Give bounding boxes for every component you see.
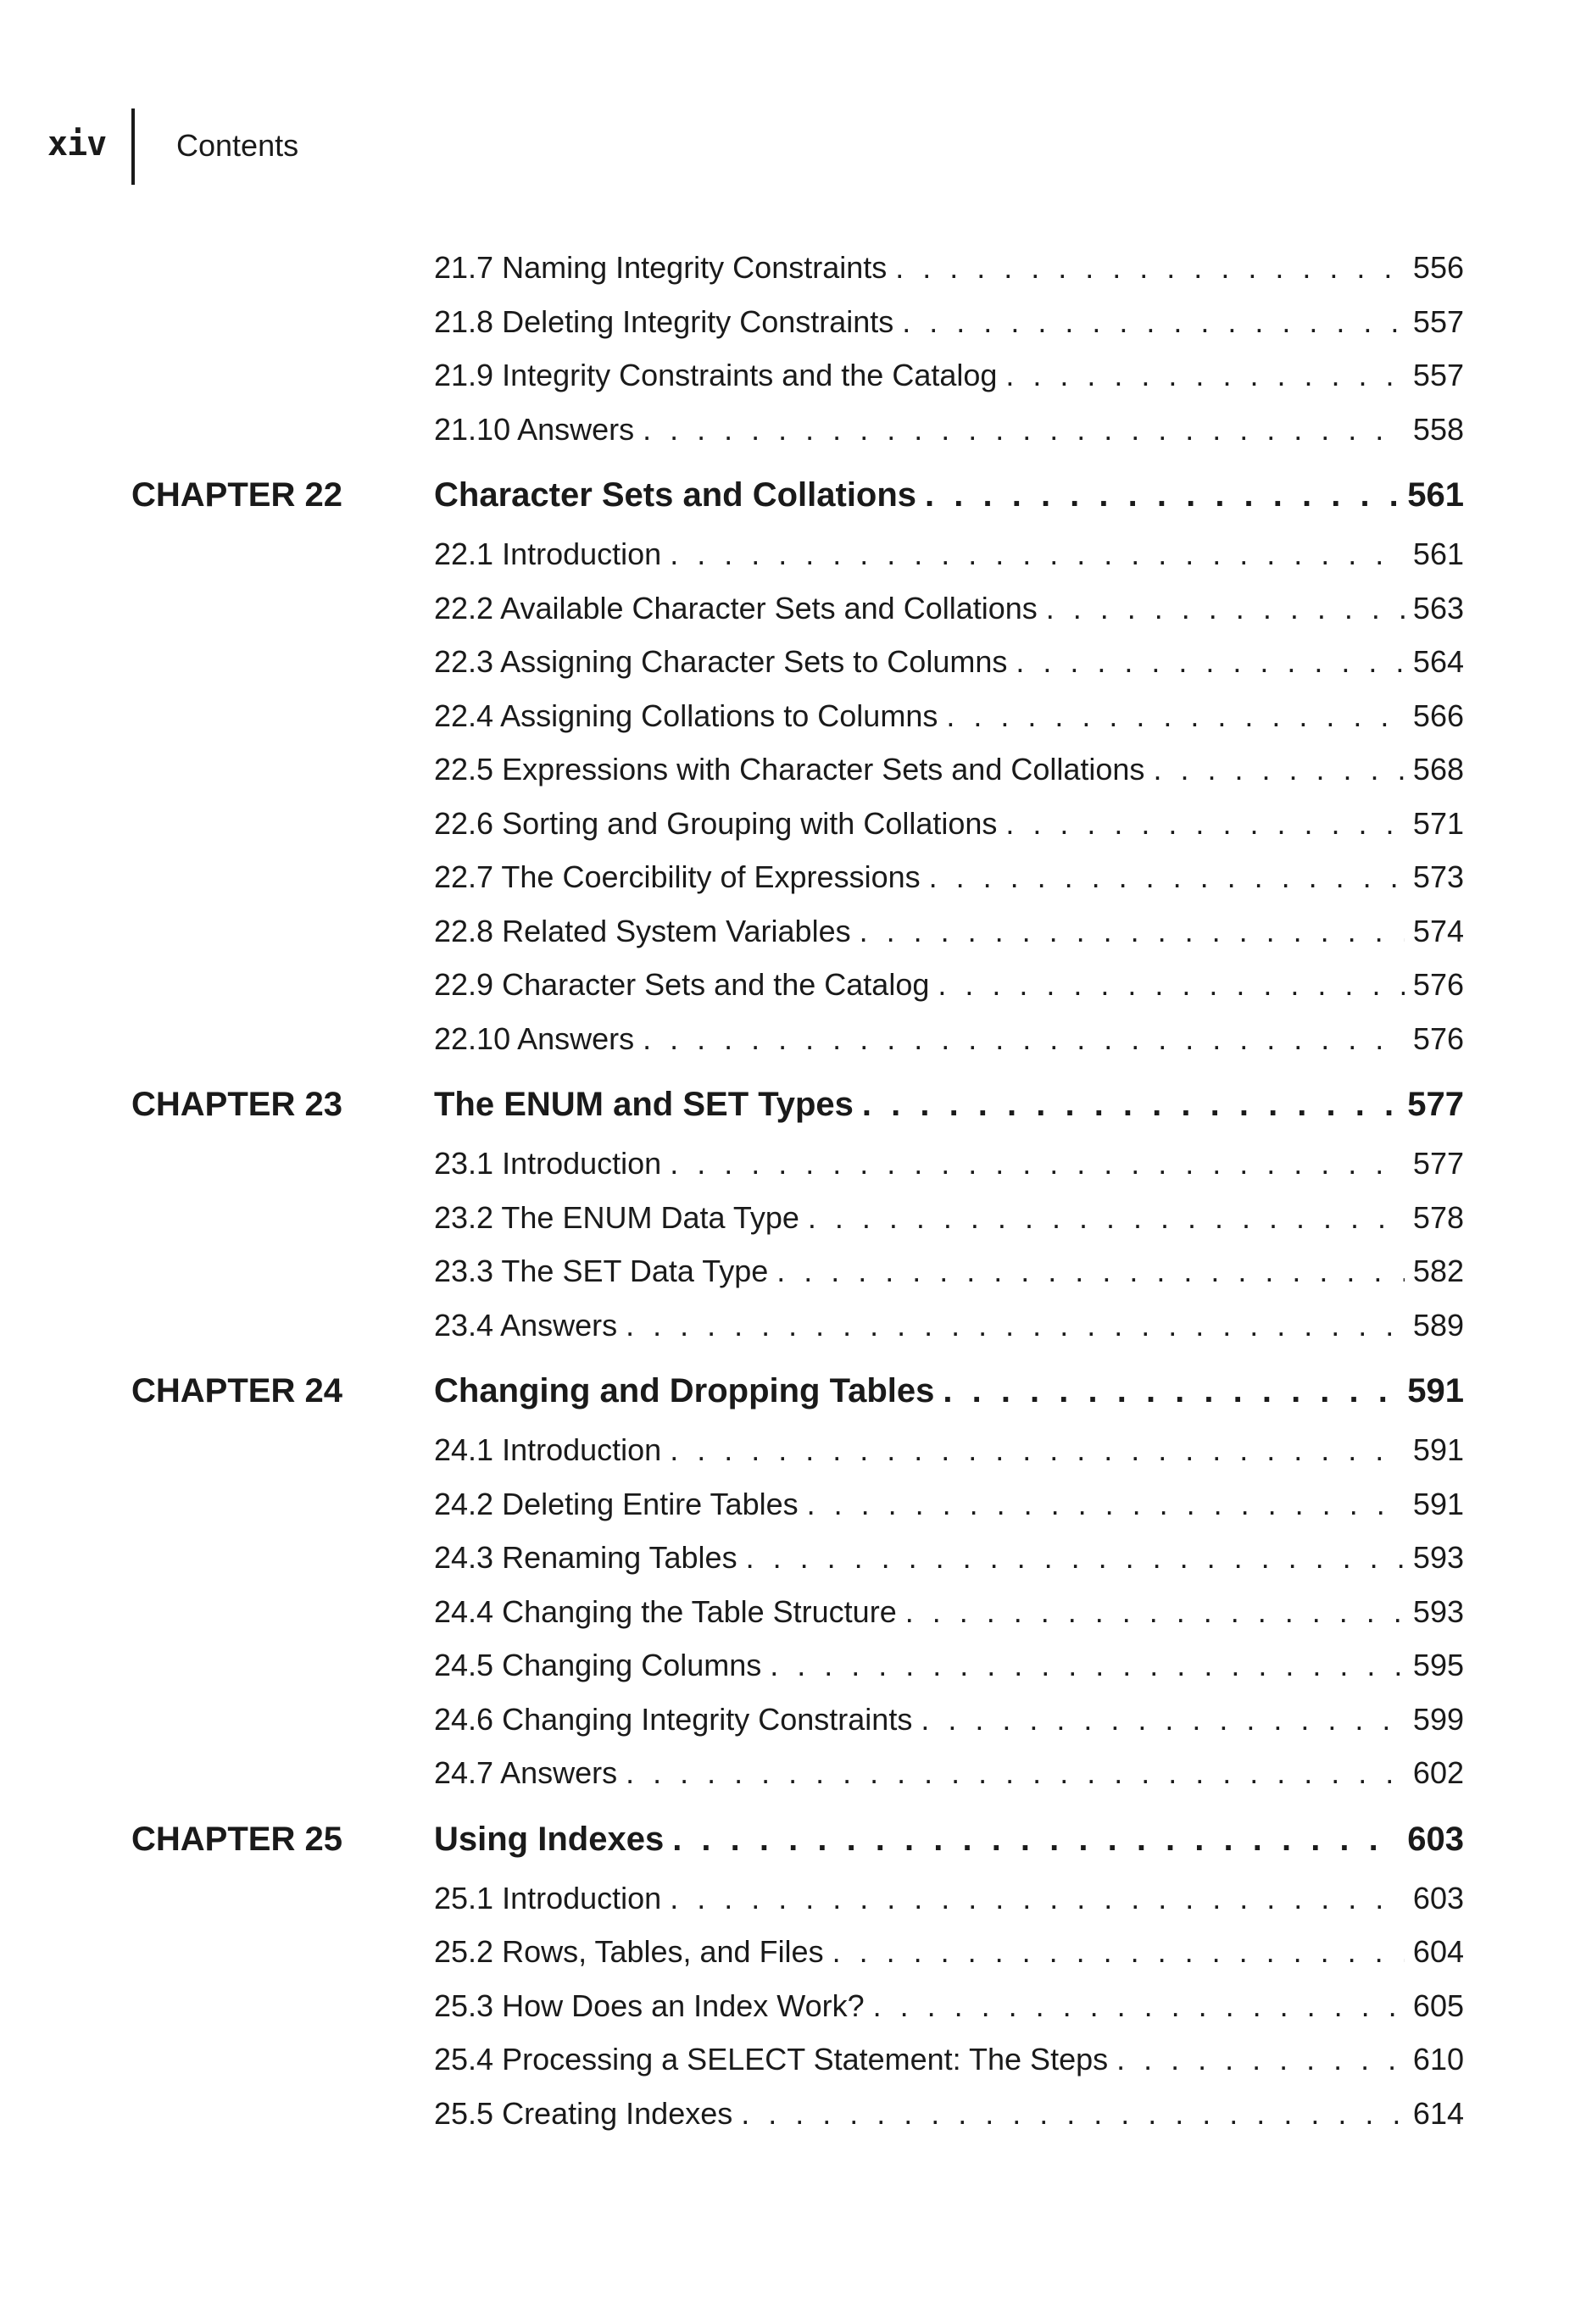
toc-entry-line bbox=[434, 1699, 1464, 1740]
toc-entry-line bbox=[434, 534, 1464, 575]
toc-entry-line bbox=[434, 355, 1464, 396]
chapter-heading[interactable] bbox=[0, 1352, 1575, 1423]
section-title: 24.3 Renaming Tables bbox=[434, 1540, 737, 1575]
toc-entry[interactable] bbox=[0, 689, 1575, 743]
section-page-number: 573 bbox=[1412, 859, 1464, 894]
section-page-number: 593 bbox=[1412, 1540, 1464, 1575]
dot-leader bbox=[1116, 2039, 1405, 2080]
dot-leader bbox=[741, 2093, 1405, 2134]
chapter-heading[interactable] bbox=[0, 1065, 1575, 1137]
toc-entry[interactable] bbox=[0, 295, 1575, 349]
toc-entry[interactable] bbox=[0, 797, 1575, 851]
toc-entry-line bbox=[434, 302, 1464, 342]
section-page-number: 602 bbox=[1412, 1755, 1464, 1790]
toc-entry[interactable] bbox=[0, 1585, 1575, 1639]
toc-entry-line bbox=[434, 965, 1464, 1005]
toc-entry[interactable] bbox=[0, 1531, 1575, 1585]
toc-entry-line bbox=[434, 1537, 1464, 1578]
section-page-number: 593 bbox=[1412, 1593, 1464, 1629]
chapter-group bbox=[0, 1800, 1575, 2141]
section-page-number: 610 bbox=[1412, 2042, 1464, 2077]
section-title: 22.2 Available Character Sets and Collations bbox=[434, 590, 1038, 625]
dot-leader bbox=[862, 1084, 1399, 1125]
toc-entry-line bbox=[434, 1932, 1464, 1972]
section-page-number: 614 bbox=[1412, 2095, 1464, 2131]
dot-leader bbox=[905, 1592, 1405, 1632]
toc-entry[interactable] bbox=[0, 850, 1575, 904]
section-title: 21.10 Answers bbox=[434, 411, 635, 447]
section-title: 21.7 Naming Integrity Constraints bbox=[434, 250, 888, 285]
dot-leader bbox=[670, 1143, 1405, 1184]
chapter-heading[interactable] bbox=[0, 456, 1575, 527]
dot-leader bbox=[1005, 803, 1405, 844]
toc-entry[interactable] bbox=[0, 1746, 1575, 1800]
chapter-title-line bbox=[434, 1819, 1464, 1860]
chapter-group bbox=[0, 456, 1575, 1065]
toc-entry[interactable] bbox=[0, 2032, 1575, 2087]
section-page-number: 563 bbox=[1412, 590, 1464, 625]
dot-leader bbox=[770, 1645, 1405, 1686]
section-page-number: 566 bbox=[1412, 698, 1464, 733]
dot-leader bbox=[860, 911, 1405, 952]
section-title: 24.4 Changing the Table Structure bbox=[434, 1593, 897, 1629]
section-page-number: 571 bbox=[1412, 805, 1464, 841]
toc-entry[interactable] bbox=[0, 1693, 1575, 1747]
chapter-page-number: 603 bbox=[1407, 1820, 1464, 1858]
toc-entry-line bbox=[434, 642, 1464, 682]
toc-entry[interactable] bbox=[0, 958, 1575, 1012]
section-title: 24.5 Changing Columns bbox=[434, 1648, 762, 1682]
toc-entry[interactable] bbox=[0, 1638, 1575, 1693]
toc-entry-line bbox=[434, 588, 1464, 629]
section-title: 25.3 How Does an Index Work? bbox=[434, 1988, 865, 2023]
toc-entry-line bbox=[434, 1198, 1464, 1238]
dot-leader bbox=[1046, 588, 1405, 629]
section-page-number: 604 bbox=[1412, 1934, 1464, 1969]
toc-entry-line bbox=[434, 1592, 1464, 1632]
toc-entry-line bbox=[434, 1251, 1464, 1292]
toc-entry[interactable] bbox=[0, 1423, 1575, 1477]
header-divider bbox=[131, 108, 135, 185]
section-page-number: 578 bbox=[1412, 1199, 1464, 1235]
dot-leader bbox=[746, 1537, 1405, 1578]
section-page-number: 589 bbox=[1412, 1307, 1464, 1343]
toc-entry[interactable] bbox=[0, 581, 1575, 636]
toc-entry[interactable] bbox=[0, 1191, 1575, 1245]
toc-entry[interactable] bbox=[0, 1477, 1575, 1532]
section-page-number: 591 bbox=[1412, 1486, 1464, 1521]
chapter-title-line bbox=[434, 1084, 1464, 1125]
toc-entry[interactable] bbox=[0, 2087, 1575, 2141]
chapter-page-number: 561 bbox=[1407, 476, 1464, 514]
toc-entry[interactable] bbox=[0, 348, 1575, 403]
toc-entry[interactable] bbox=[0, 1925, 1575, 1979]
section-title: 25.1 Introduction bbox=[434, 1880, 662, 1915]
section-title: 22.10 Answers bbox=[434, 1020, 635, 1056]
dot-leader bbox=[902, 302, 1405, 342]
section-page-number: 568 bbox=[1412, 752, 1464, 787]
toc-entry-line bbox=[434, 857, 1464, 898]
dot-leader bbox=[873, 1986, 1405, 2027]
section-title: 23.4 Answers bbox=[434, 1307, 618, 1343]
running-title: Contents bbox=[176, 128, 299, 163]
dot-leader bbox=[921, 1699, 1405, 1740]
toc-entry[interactable] bbox=[0, 1012, 1575, 1066]
dot-leader bbox=[670, 1878, 1405, 1919]
page-number: xiv bbox=[47, 125, 107, 164]
section-page-number: 557 bbox=[1412, 358, 1464, 392]
section-title: 22.9 Character Sets and the Catalog bbox=[434, 967, 930, 1002]
dot-leader bbox=[776, 1251, 1405, 1292]
section-title: 25.4 Processing a SELECT Statement: The Steps bbox=[434, 2042, 1109, 2077]
chapter-label: CHAPTER 24 bbox=[131, 1372, 342, 1409]
section-page-number: 603 bbox=[1412, 1880, 1464, 1915]
chapter-page-number: 591 bbox=[1407, 1372, 1464, 1409]
toc-entry-line bbox=[434, 1430, 1464, 1471]
toc-entry-line bbox=[434, 247, 1464, 288]
toc-entry[interactable] bbox=[0, 1298, 1575, 1353]
dot-leader bbox=[938, 965, 1405, 1005]
section-page-number: 576 bbox=[1412, 1020, 1464, 1056]
toc-entry-line bbox=[434, 1484, 1464, 1525]
chapter-label: CHAPTER 22 bbox=[131, 476, 342, 514]
toc-entry[interactable] bbox=[0, 1244, 1575, 1298]
toc-entry[interactable] bbox=[0, 403, 1575, 457]
section-page-number: 574 bbox=[1412, 913, 1464, 948]
section-title: 23.1 Introduction bbox=[434, 1146, 662, 1181]
section-page-number: 595 bbox=[1412, 1648, 1464, 1682]
table-of-contents bbox=[0, 241, 1575, 2140]
section-page-number: 557 bbox=[1412, 303, 1464, 339]
chapter-page-number: 577 bbox=[1407, 1086, 1464, 1123]
section-title: 24.1 Introduction bbox=[434, 1432, 662, 1467]
toc-entry[interactable] bbox=[0, 1871, 1575, 1926]
section-title: 24.6 Changing Integrity Constraints bbox=[434, 1701, 913, 1737]
chapter-title: Using Indexes bbox=[434, 1820, 665, 1858]
section-page-number: 561 bbox=[1412, 537, 1464, 571]
section-title: 24.2 Deleting Entire Tables bbox=[434, 1486, 799, 1521]
dot-leader bbox=[670, 1430, 1405, 1471]
section-title: 22.7 The Coercibility of Expressions bbox=[434, 859, 921, 894]
toc-entry[interactable] bbox=[0, 742, 1575, 797]
dot-leader bbox=[943, 1370, 1399, 1411]
toc-entry-line bbox=[434, 2093, 1464, 2134]
toc-entry-line bbox=[434, 749, 1464, 790]
dot-leader bbox=[808, 1198, 1405, 1238]
chapter-group bbox=[0, 1065, 1575, 1352]
dot-leader bbox=[1016, 642, 1405, 682]
section-title: 25.2 Rows, Tables, and Files bbox=[434, 1934, 824, 1969]
section-title: 24.7 Answers bbox=[434, 1755, 618, 1790]
section-page-number: 591 bbox=[1412, 1432, 1464, 1467]
dot-leader bbox=[807, 1484, 1405, 1525]
toc-entry-line bbox=[434, 2039, 1464, 2080]
section-title: 22.3 Assigning Character Sets to Columns bbox=[434, 644, 1008, 679]
toc-entry-line bbox=[434, 696, 1464, 737]
dot-leader bbox=[643, 409, 1405, 450]
toc-entry-line bbox=[434, 1986, 1464, 2027]
section-title: 22.5 Expressions with Character Sets and Collations bbox=[434, 752, 1145, 787]
section-page-number: 556 bbox=[1412, 250, 1464, 285]
section-page-number: 576 bbox=[1412, 967, 1464, 1002]
toc-entry[interactable] bbox=[0, 635, 1575, 689]
chapter-title-line bbox=[434, 1370, 1464, 1411]
toc-entry-line bbox=[434, 1753, 1464, 1793]
toc-entry[interactable] bbox=[0, 1979, 1575, 2033]
dot-leader bbox=[895, 247, 1405, 288]
section-title: 25.5 Creating Indexes bbox=[434, 2095, 733, 2131]
chapter-group bbox=[0, 241, 1575, 456]
chapter-title-line bbox=[434, 475, 1464, 515]
page-header bbox=[0, 0, 1575, 203]
toc-entry-line bbox=[434, 1019, 1464, 1059]
dot-leader bbox=[946, 696, 1405, 737]
toc-entry[interactable] bbox=[0, 527, 1575, 581]
section-title: 21.9 Integrity Constraints and the Catalog bbox=[434, 358, 998, 392]
section-title: 22.4 Assigning Collations to Columns bbox=[434, 698, 938, 733]
chapter-title: Character Sets and Collations bbox=[434, 476, 917, 514]
dot-leader bbox=[643, 1019, 1405, 1059]
dot-leader bbox=[1005, 355, 1405, 396]
toc-entry-line bbox=[434, 1878, 1464, 1919]
chapter-label: CHAPTER 23 bbox=[131, 1086, 342, 1123]
section-page-number: 605 bbox=[1412, 1988, 1464, 2023]
section-page-number: 558 bbox=[1412, 411, 1464, 447]
dot-leader bbox=[925, 475, 1399, 515]
chapter-title: The ENUM and SET Types bbox=[434, 1086, 854, 1123]
toc-entry-line bbox=[434, 803, 1464, 844]
toc-entry[interactable] bbox=[0, 904, 1575, 959]
toc-entry-line bbox=[434, 409, 1464, 450]
section-page-number: 577 bbox=[1412, 1146, 1464, 1181]
toc-entry-line bbox=[434, 911, 1464, 952]
section-page-number: 564 bbox=[1412, 644, 1464, 679]
section-title: 23.2 The ENUM Data Type bbox=[434, 1199, 799, 1235]
dot-leader bbox=[626, 1753, 1405, 1793]
section-title: 23.3 The SET Data Type bbox=[434, 1254, 769, 1288]
section-title: 21.8 Deleting Integrity Constraints bbox=[434, 303, 894, 339]
chapter-label: CHAPTER 25 bbox=[131, 1820, 342, 1858]
dot-leader bbox=[1153, 749, 1404, 790]
toc-entry-line bbox=[434, 1645, 1464, 1686]
toc-entry-line bbox=[434, 1143, 1464, 1184]
chapter-group bbox=[0, 1352, 1575, 1800]
toc-entry-line bbox=[434, 1305, 1464, 1346]
dot-leader bbox=[626, 1305, 1405, 1346]
section-page-number: 582 bbox=[1412, 1254, 1464, 1288]
toc-entry[interactable] bbox=[0, 241, 1575, 295]
section-title: 22.6 Sorting and Grouping with Collations bbox=[434, 805, 998, 841]
section-title: 22.8 Related System Variables bbox=[434, 913, 851, 948]
section-page-number: 599 bbox=[1412, 1701, 1464, 1737]
chapter-title: Changing and Dropping Tables bbox=[434, 1372, 935, 1409]
section-title: 22.1 Introduction bbox=[434, 537, 662, 571]
chapter-heading[interactable] bbox=[0, 1800, 1575, 1871]
dot-leader bbox=[832, 1932, 1405, 1972]
dot-leader bbox=[929, 857, 1405, 898]
dot-leader bbox=[672, 1819, 1399, 1860]
dot-leader bbox=[670, 534, 1405, 575]
toc-entry[interactable] bbox=[0, 1137, 1575, 1191]
